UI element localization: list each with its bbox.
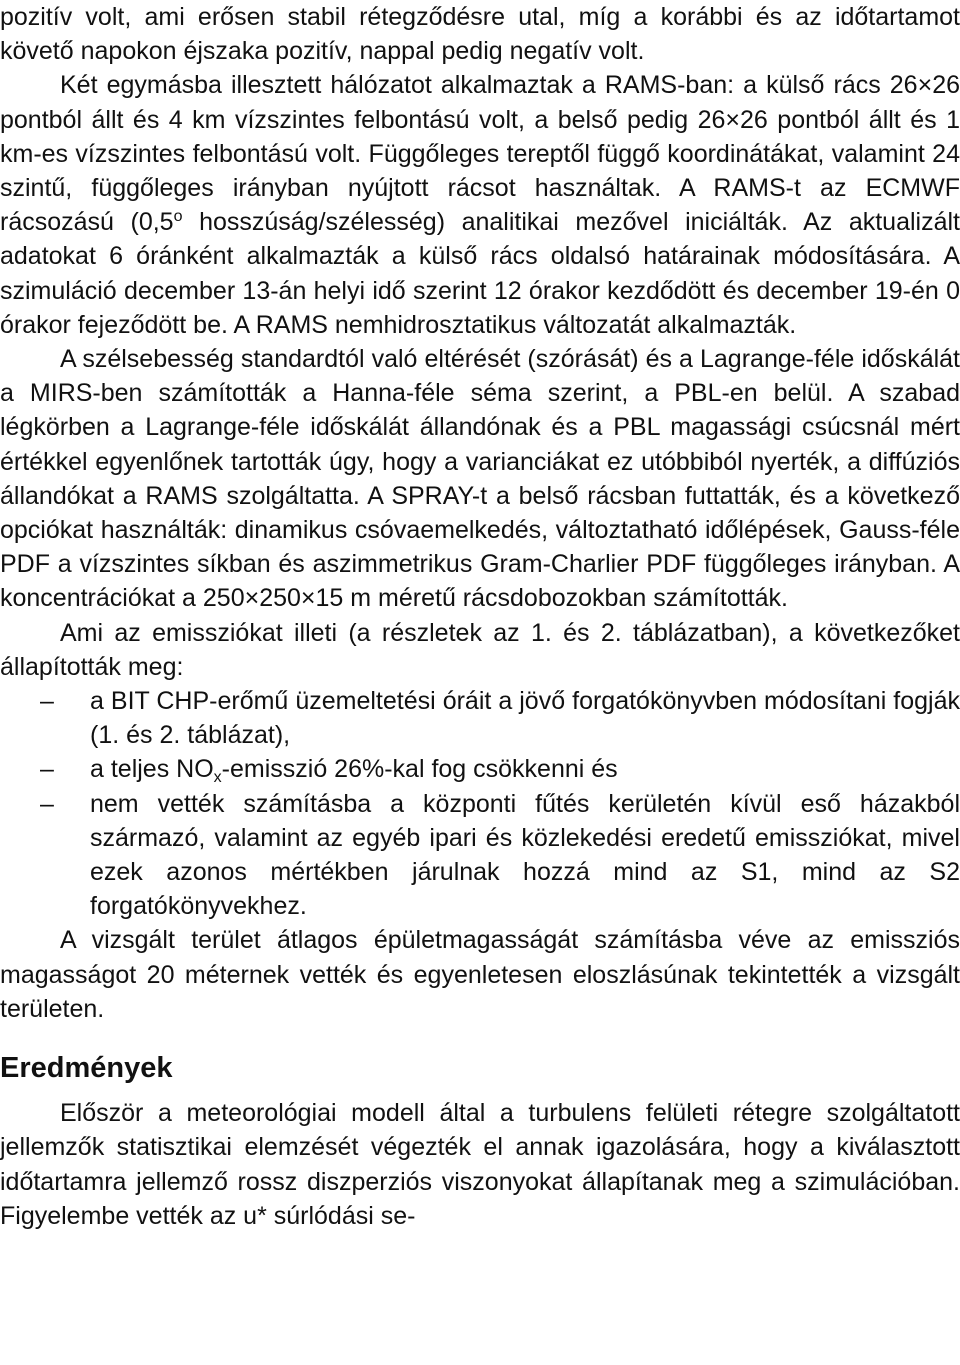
- subscript-x: x: [213, 769, 222, 787]
- degree-superscript: o: [173, 208, 183, 226]
- dash-marker: –: [40, 755, 54, 784]
- paragraph-text: Először a meteorológiai modell által a turbulens felületi rétegre szolgáltatott jellemzők statisztikai elemzését végezték el annak igazolására, hogy a kiválasztott időtartamra jellemző rossz diszperziós viszonyokat állapítanak meg a szimulációban. Figyelembe vették az u* súrlódási se-: [0, 1099, 960, 1230]
- paragraph-text: hosszúság/szélesség) analitikai mezővel iniciálták. Az aktualizált adatokat 6 óránként alkalmazták a külső rács oldalsó határainak módosítására. A szimuláció december 13-án helyi idő szerint 12 órakor kezdődött és december 19-én 0 órakor fejeződött be. A RAMS nemhidrosztatikus változatát alkalmazták.: [0, 208, 960, 339]
- list-item: [0, 684, 960, 752]
- list-item-text: -emisszió 26%-kal fog csökkenni és: [221, 755, 618, 784]
- paragraph-results: [0, 1096, 960, 1233]
- paragraph-text: A vizsgált terület átlagos épületmagasságát számításba véve az emissziós magasságot 20 méternek vették és egyenletesen eloszlásúnak tekintették a vizsgált területen.: [0, 926, 960, 1023]
- emission-bullet-list: [0, 684, 960, 923]
- list-item: [0, 752, 960, 786]
- dash-marker: –: [40, 687, 54, 716]
- paragraph-text: Ami az emissziókat illeti (a részletek az 1. és 2. táblázatban), a következőket állapították meg:: [0, 618, 960, 681]
- paragraph-text: Két egymásba illesztett hálózatot alkalmaztak a RAMS-ban: a külső rács 26×26 pontból állt és 4 km vízszintes felbontású volt, a belső pedig 26×26 pontból állt és 1 km-es vízszintes felbontású volt. Függőleges tereptől függő koordinátákat, valamint 24 szintű, függőleges irányban nyújtott rácsot használtak. A RAMS-t az ECMWF rácsozású (0,5: [0, 71, 960, 237]
- paragraph-text: pozitív volt, ami erősen stabil rétegződésre utal, míg a korábbi és az időtartamot követő napokon éjszaka pozitív, nappal pedig negatív volt.: [0, 3, 960, 66]
- dash-marker: –: [40, 789, 54, 818]
- paragraph-wind-deviation: [0, 342, 960, 616]
- paragraph-emissions-intro: [0, 616, 960, 684]
- list-item-text: a BIT CHP-erőmű üzemeltetési óráit a jövő forgatókönyvben módosítani fogják (1. és 2. táblázat),: [90, 687, 960, 750]
- list-item-text: a teljes NO: [90, 755, 214, 784]
- section-heading: Eredmények: [0, 1052, 173, 1085]
- paragraph-rams-grid: [0, 68, 960, 342]
- list-item: [0, 787, 960, 924]
- paragraph-text: A szélsebesség standardtól való eltérését (szórását) és a Lagrange-féle időskálát a MIRS-ben számították a Hanna-féle séma szerint, a PBL-en belül. A szabad légkörben a Lagrange-féle időskálát állandónak és a PBL magassági csúcsnál mért értékkel egyenlőnek tartották úgy, hogy a varianciákat ez utóbbiból nyerték, a diffúziós állandókat a RAMS szolgáltatta. A SPRAY-t a belső rácsban futtatták, és a következő opciókat használták: dinamikus csóvaemelkedés, változtatható időlépések, Gauss-féle PDF a vízszintes síkban és aszimmetrikus Gram-Charlier PDF függőleges irányban. A koncentrációkat a 250×250×15 m méretű rácsdobozokban számították.: [0, 345, 960, 613]
- paragraph-continuation: [0, 0, 960, 68]
- list-item-text: nem vették számításba a központi fűtés kerületén kívül eső házakból származó, valamint az egyéb ipari és közlekedési eredetű emissziókat, mivel ezek azonos mértékben járulnak hozzá mind az S1, mind az S2 forgatókönyvekhez.: [90, 789, 960, 921]
- paragraph-building-height: [0, 923, 960, 1026]
